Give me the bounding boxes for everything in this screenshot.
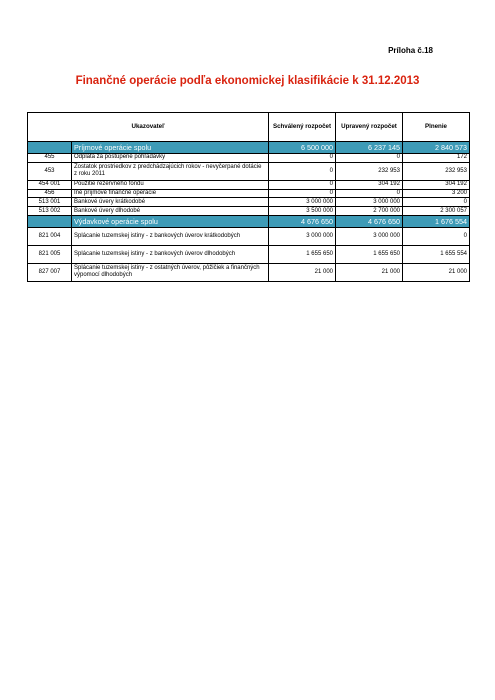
row-revised: 2 700 000 <box>336 207 403 216</box>
table-row <box>28 189 470 198</box>
row-revised: 0 <box>336 154 403 163</box>
row-description: Splácanie tuzemskej istiny - z bankových úverov krátkodobých <box>72 227 269 245</box>
row-revised: 1 655 650 <box>336 245 403 263</box>
row-actual: 1 655 554 <box>403 245 470 263</box>
row-description: Použitie rezervného fondu <box>72 180 269 189</box>
section-revised: 6 237 145 <box>336 142 403 154</box>
header-revised: Upravený rozpočet <box>336 113 403 142</box>
row-actual: 0 <box>403 227 470 245</box>
row-actual: 0 <box>403 198 470 207</box>
table-row <box>28 180 470 189</box>
table-row <box>28 207 470 216</box>
row-revised: 304 192 <box>336 180 403 189</box>
row-approved: 1 655 650 <box>269 245 336 263</box>
section-label: Príjmové operácie spolu <box>72 142 269 154</box>
table-row <box>28 154 470 163</box>
table-header-row <box>28 113 470 142</box>
table-row <box>28 198 470 207</box>
section-actual: 2 840 573 <box>403 142 470 154</box>
section-approved: 6 500 000 <box>269 142 336 154</box>
row-revised: 232 953 <box>336 162 403 180</box>
row-description: Iné príjmové finančné operácie <box>72 189 269 198</box>
row-approved: 0 <box>269 162 336 180</box>
row-code: 821 004 <box>28 227 72 245</box>
row-actual: 21 000 <box>403 263 470 281</box>
section-actual: 1 676 554 <box>403 215 470 227</box>
row-actual: 304 192 <box>403 180 470 189</box>
row-code: 453 <box>28 162 72 180</box>
row-approved: 3 000 000 <box>269 227 336 245</box>
header-indicator: Ukazovateľ <box>28 113 269 142</box>
row-approved: 21 000 <box>269 263 336 281</box>
section-approved: 4 676 650 <box>269 215 336 227</box>
row-description: Splácanie tuzemskej istiny - z ostatných úverov, pôžičiek a finančných výpomocí dlhodobých <box>72 263 269 281</box>
row-approved: 3 500 000 <box>269 207 336 216</box>
row-revised: 3 000 000 <box>336 198 403 207</box>
row-actual: 172 <box>403 154 470 163</box>
appendix-label: Príloha č.18 <box>388 46 433 55</box>
row-code: 455 <box>28 154 72 163</box>
row-approved: 3 000 000 <box>269 198 336 207</box>
row-revised: 3 000 000 <box>336 227 403 245</box>
row-description: Zostatok prostriedkov z predchádzajúcich rokov - nevyčerpané dotácie z roku 2011 <box>72 162 269 180</box>
row-actual: 232 953 <box>403 162 470 180</box>
row-approved: 0 <box>269 154 336 163</box>
row-code: 454 001 <box>28 180 72 189</box>
row-actual: 2 300 057 <box>403 207 470 216</box>
section-code-cell <box>28 215 72 227</box>
row-description: Bankové úvery krátkodobé <box>72 198 269 207</box>
page-title: Finančné operácie podľa ekonomickej klasifikácie k 31.12.2013 <box>75 75 420 87</box>
table-row <box>28 162 470 180</box>
row-revised: 21 000 <box>336 263 403 281</box>
row-description: Splácanie tuzemskej istiny - z bankových úverov dlhodobých <box>72 245 269 263</box>
section-revised: 4 676 650 <box>336 215 403 227</box>
header-approved: Schválený rozpočet <box>269 113 336 142</box>
row-code: 456 <box>28 189 72 198</box>
table-row <box>28 263 470 281</box>
section-code-cell <box>28 142 72 154</box>
row-code: 827 007 <box>28 263 72 281</box>
row-code: 821 005 <box>28 245 72 263</box>
header-actual: Plnenie <box>403 113 470 142</box>
row-code: 513 002 <box>28 207 72 216</box>
table-row <box>28 227 470 245</box>
row-approved: 0 <box>269 189 336 198</box>
row-revised: 0 <box>336 189 403 198</box>
table-row <box>28 245 470 263</box>
row-description: Odplata za postúpené pohľadávky <box>72 154 269 163</box>
row-actual: 3 200 <box>403 189 470 198</box>
row-approved: 0 <box>269 180 336 189</box>
section-total-row <box>28 215 470 227</box>
section-label: Výdavkové operácie spolu <box>72 215 269 227</box>
section-total-row <box>28 142 470 154</box>
row-description: Bankové úvery dlhodobé <box>72 207 269 216</box>
row-code: 513 001 <box>28 198 72 207</box>
financial-operations-table <box>27 112 470 282</box>
